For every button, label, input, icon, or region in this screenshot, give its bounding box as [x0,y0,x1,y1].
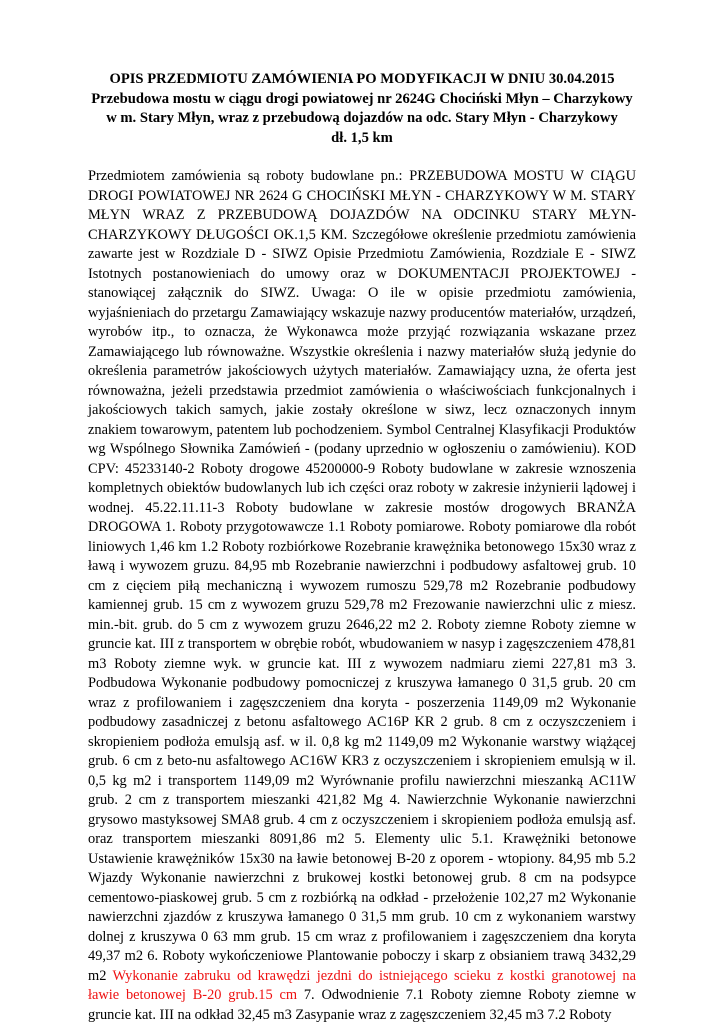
body-paragraph [88,167,636,1025]
document-page [88,70,636,1025]
title-line-3: w m. Stary Młyn, wraz z przebudową dojazdów na odc. Stary Młyn - Charzykowy [106,110,618,127]
document-title [88,70,636,148]
title-line-2: Przebudowa mostu w ciągu drogi powiatowej nr 2624G Chociński Młyn – Charzykowy [91,90,633,107]
title-line-1: OPIS PRZEDMIOTU ZAMÓWIENIA PO MODYFIKACJI W DNIU 30.04.2015 [109,71,615,87]
highlighted-text: Wykonanie zabruku od krawędzi jezdni do istniejącego scieku z kostki granotowej na ławie betonowej B-20 grub.15 cm [88,967,636,1004]
body-text-tail: 7. Odwodnienie 7.1 Roboty ziemne Roboty ziemne w gruncie kat. III na odkład 32,45 m3 Zasypanie wraz z zagęszczeniem 32,45 m3 7.2 Roboty [88,987,637,1023]
body-text-main: Przedmiotem zamówienia są roboty budowlane pn.: PRZEBUDOWA MOSTU W CIĄGU DROGI POWIATOWEJ NR 2624 G CHOCIŃSKI MŁYN - CHARZYKOWY W M. STARY MŁYN WRAZ Z PRZEBUDOWĄ DOJAZDÓW NA ODCINKU STARY MŁYN-CHARZYKOWY DŁUGOŚCI OK.1,5 KM. Szczegółowe określenie przedmiotu zamówienia zawarte jest w Rozdziale D - SIWZ Opisie Przedmiotu Zamówienia, Rozdziale E - SIWZ Istotnych postanowieniach do umowy oraz w DOKUMENTACJI PROJEKTOWEJ - stanowiącej załącznik do SIWZ. Uwaga: O ile w opisie przedmiotu zamówienia, wyjaśnieniach do przetargu Zamawiający wskazuje nazwy producentów materiałów, urządzeń, wyrobów itp., to oznacza, że Wykonawca może przyjąć rozwiązania wskazane przez Zamawiającego lub równoważne. Wszystkie określenia i nazwy materiałów służą jedynie do określenia parametrów jakościowych użytych materiałów. Zamawiający uzna, że oferta jest równoważna, jeżeli przedstawia przedmiot zamówienia o właściwościach funkcjonalnych i jakościowych takich samych, jakie zostały określone w siwz, lecz oznaczonych innym znakiem towarowym, patentem lub pochodzeniem. Symbol Centralnej Klasyfikacji Produktów wg Wspólnego Słownika Zamówień - (podany uprzednio w ogłoszeniu o zamówieniu). KOD CPV: 45233140-2 Roboty drogowe 45200000-9 Roboty budowlane w zakresie wznoszenia kompletnych obiektów budowlanych lub ich części oraz roboty w zakresie inżynierii lądowej i wodnej. 45.22.11.11-3 Roboty budowlane w zakresie mostów drogowych BRANŻA DROGOWA 1. Roboty przygotowawcze 1.1 Roboty pomiarowe. Roboty pomiarowe dla robót liniowych 1,46 km 1.2 Roboty rozbiórkowe Rozebranie krawężnika betonowego 15x30 wraz z ławą i wywozem gruzu. 84,95 mb Rozebranie nawierzchni i podbudowy asfaltowej grub. 10 cm z cięciem piłą mechaniczną i wywozem rumoszu 529,78 m2 Rozebranie podbudowy kamiennej grub. 15 cm z wywozem gruzu 529,78 m2 Frezowanie nawierzchni ulic z miesz. min.-bit. grub. do 5 cm z wywozem gruzu 2646,22 m2 2. Roboty ziemne Roboty ziemne w gruncie kat. III z transportem w obrębie robót, wbudowaniem w nasyp i zagęszczeniem 478,81 m3 Roboty ziemne wyk. w gruncie kat. III z wywozem nadmiaru ziemi 227,81 m3 3. Podbudowa Wykonanie podbudowy pomocniczej z kruszywa łamanego 0 31,5 grub. 20 cm wraz z profilowaniem i zagęszczeniem dna koryta - poszerzenia 1149,09 m2 Wykonanie podbudowy zasadniczej z betonu asfaltowego AC16P KR 2 grub. 8 cm z oczyszczeniem i skropieniem podłoża emulsją asf. w il. 0,8 kg m2 1149,09 m2 Wykonanie warstwy wiążącej grub. 6 cm z beto-nu asfaltowego AC16W KR3 z oczyszczeniem i skropieniem emulsją w il. 0,5 kg m2 i transportem 1149,09 m2 Wyrównanie profilu nawierzchni mieszanką AC11W grub. 2 cm z transportem mieszanki 421,82 Mg 4. Nawierzchnie Wykonanie nawierzchni grysowo mastyksowej SMA8 grub. 4 cm z oczyszczeniem i skropieniem podłoża emulsją asf. oraz transportem mieszanki 8091,86 m2 5. Elementy ulic 5.1. Krawężniki betonowe Ustawienie krawężników 15x30 na ławie betonowej B-20 z oporem - wtopiony. 84,95 mb 5.2 Wjazdy Wykonanie nawierzchni z brukowej kostki betonowej grub. 8 cm na podsypce cementowo-piaskowej grub. 5 cm z rozbiórką na odkład - przełożenie 102,27 m2 Wykonanie nawierzchni zjazdów z kruszywa łamanego 0 31,5 mm grub. 10 cm z wykonaniem warstwy dolnej z kruszywa 0 63 mm grub. 15 cm wraz z profilowaniem i zagęszczeniem dna koryta 49,37 m2 6. Roboty wykończeniowe Plantowanie poboczy i skarp z obsianiem trawą 3432,29 m2 [88,168,636,984]
title-line-4: dł. 1,5 km [331,129,393,146]
